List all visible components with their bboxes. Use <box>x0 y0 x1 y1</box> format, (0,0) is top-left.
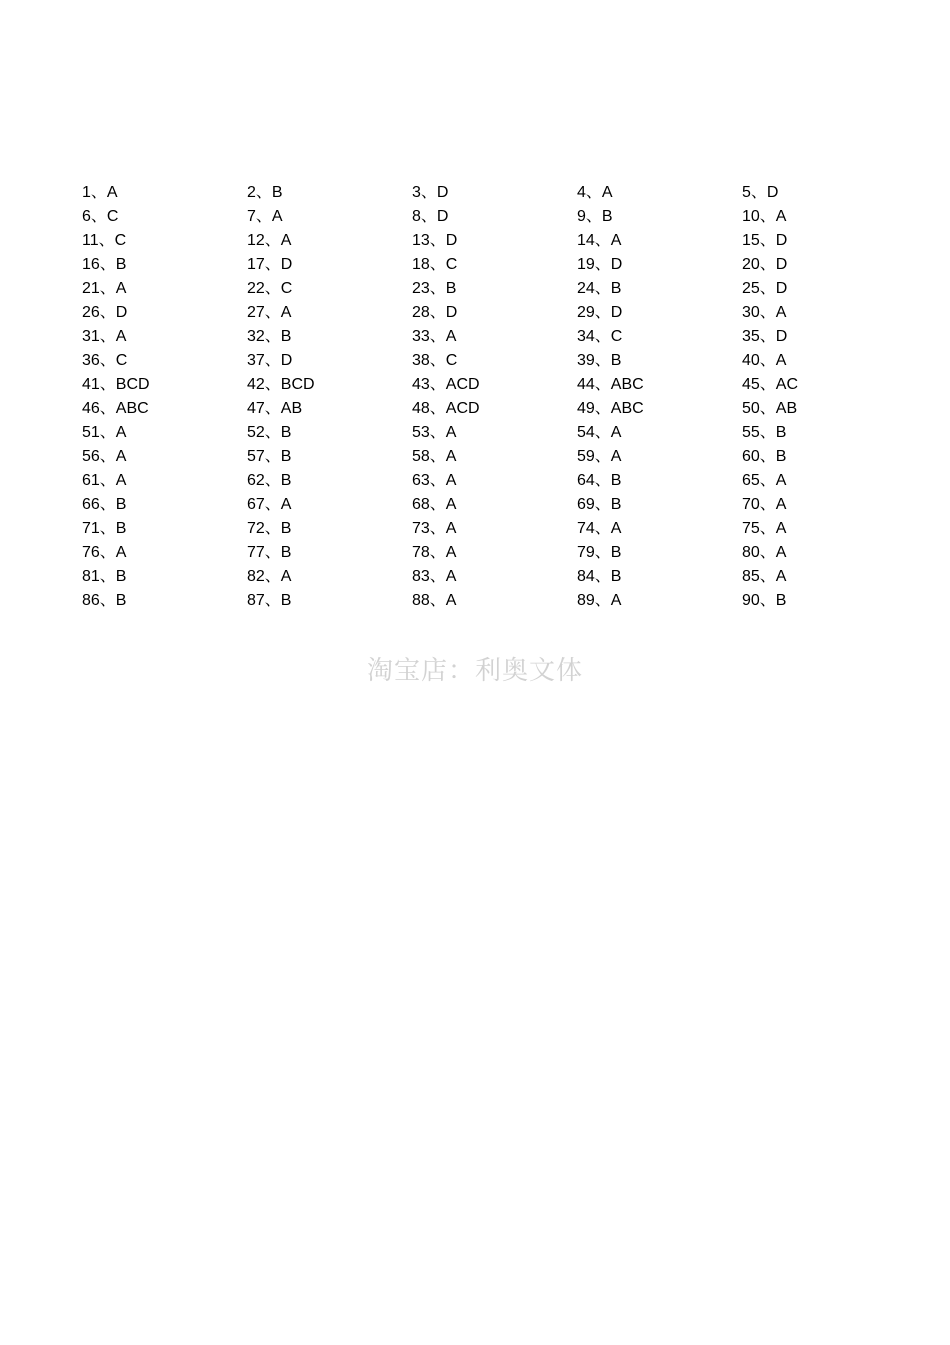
answer-item: 79、B <box>577 544 622 561</box>
answer-item: 86、B <box>82 592 127 609</box>
answer-item: 50、AB <box>742 400 798 417</box>
answer-item: 1、A <box>82 184 118 201</box>
answer-item: 81、B <box>82 568 127 585</box>
answer-item: 40、A <box>742 352 787 369</box>
answer-item: 20、D <box>742 256 788 273</box>
answer-item: 76、A <box>82 544 127 561</box>
answer-item: 82、A <box>247 568 292 585</box>
answer-item: 88、A <box>412 592 457 609</box>
answer-item: 24、B <box>577 280 622 297</box>
answer-item: 54、A <box>577 424 622 441</box>
answer-item: 12、A <box>247 232 292 249</box>
answer-item: 21、A <box>82 280 127 297</box>
answer-item: 83、A <box>412 568 457 585</box>
answer-item: 13、D <box>412 232 458 249</box>
answer-item: 5、D <box>742 184 779 201</box>
answer-item: 33、A <box>412 328 457 345</box>
answer-item: 57、B <box>247 448 292 465</box>
answer-item: 44、ABC <box>577 376 644 393</box>
answer-item: 10、A <box>742 208 787 225</box>
answer-item: 30、A <box>742 304 787 321</box>
answer-item: 18、C <box>412 256 458 273</box>
answer-item: 52、B <box>247 424 292 441</box>
answer-item: 32、B <box>247 328 292 345</box>
answer-item: 17、D <box>247 256 293 273</box>
answer-item: 53、A <box>412 424 457 441</box>
answer-key-grid <box>82 182 862 614</box>
answer-item: 84、B <box>577 568 622 585</box>
answer-item: 58、A <box>412 448 457 465</box>
answer-item: 64、B <box>577 472 622 489</box>
answer-item: 56、A <box>82 448 127 465</box>
answer-item: 90、B <box>742 592 787 609</box>
answer-item: 48、ACD <box>412 400 480 417</box>
answer-item: 22、C <box>247 280 293 297</box>
answer-item: 68、A <box>412 496 457 513</box>
answer-item: 8、D <box>412 208 449 225</box>
answer-item: 63、A <box>412 472 457 489</box>
answer-item: 27、A <box>247 304 292 321</box>
answer-item: 11、C <box>82 232 127 249</box>
answer-item: 55、B <box>742 424 787 441</box>
answer-item: 41、BCD <box>82 376 150 393</box>
answer-item: 47、AB <box>247 400 303 417</box>
answer-item: 65、A <box>742 472 787 489</box>
answer-item: 36、C <box>82 352 128 369</box>
answer-item: 67、A <box>247 496 292 513</box>
answer-item: 80、A <box>742 544 787 561</box>
answer-item: 70、A <box>742 496 787 513</box>
answer-item: 31、A <box>82 328 127 345</box>
answer-item: 19、D <box>577 256 623 273</box>
answer-item: 25、D <box>742 280 788 297</box>
answer-item: 69、B <box>577 496 622 513</box>
answer-item: 37、D <box>247 352 293 369</box>
answer-item: 28、D <box>412 304 458 321</box>
answer-item: 16、B <box>82 256 127 273</box>
answer-item: 46、ABC <box>82 400 149 417</box>
answer-item: 26、D <box>82 304 128 321</box>
answer-item: 66、B <box>82 496 127 513</box>
answer-item: 72、B <box>247 520 292 537</box>
answer-item: 9、B <box>577 208 613 225</box>
answer-item: 43、ACD <box>412 376 480 393</box>
answer-item: 42、BCD <box>247 376 315 393</box>
answer-item: 23、B <box>412 280 457 297</box>
answer-item: 73、A <box>412 520 457 537</box>
answer-item: 61、A <box>82 472 127 489</box>
answer-item: 87、B <box>247 592 292 609</box>
answer-item: 14、A <box>577 232 622 249</box>
watermark-text: 淘宝店：利奥文体 <box>366 656 583 686</box>
answer-item: 85、A <box>742 568 787 585</box>
answer-item: 6、C <box>82 208 119 225</box>
answer-item: 4、A <box>577 184 613 201</box>
answer-item: 51、A <box>82 424 127 441</box>
answer-item: 71、B <box>82 520 127 537</box>
answer-item: 78、A <box>412 544 457 561</box>
answer-item: 62、B <box>247 472 292 489</box>
answer-item: 15、D <box>742 232 788 249</box>
answer-item: 2、B <box>247 184 283 201</box>
answer-item: 39、B <box>577 352 622 369</box>
answer-item: 89、A <box>577 592 622 609</box>
answer-item: 49、ABC <box>577 400 644 417</box>
answer-item: 75、A <box>742 520 787 537</box>
answer-item: 74、A <box>577 520 622 537</box>
answer-item: 7、A <box>247 208 283 225</box>
answer-item: 29、D <box>577 304 623 321</box>
answer-item: 38、C <box>412 352 458 369</box>
answer-item: 45、AC <box>742 376 799 393</box>
answer-item: 77、B <box>247 544 292 561</box>
answer-item: 60、B <box>742 448 787 465</box>
answer-item: 3、D <box>412 184 449 201</box>
answer-item: 34、C <box>577 328 623 345</box>
answer-item: 35、D <box>742 328 788 345</box>
answer-item: 59、A <box>577 448 622 465</box>
